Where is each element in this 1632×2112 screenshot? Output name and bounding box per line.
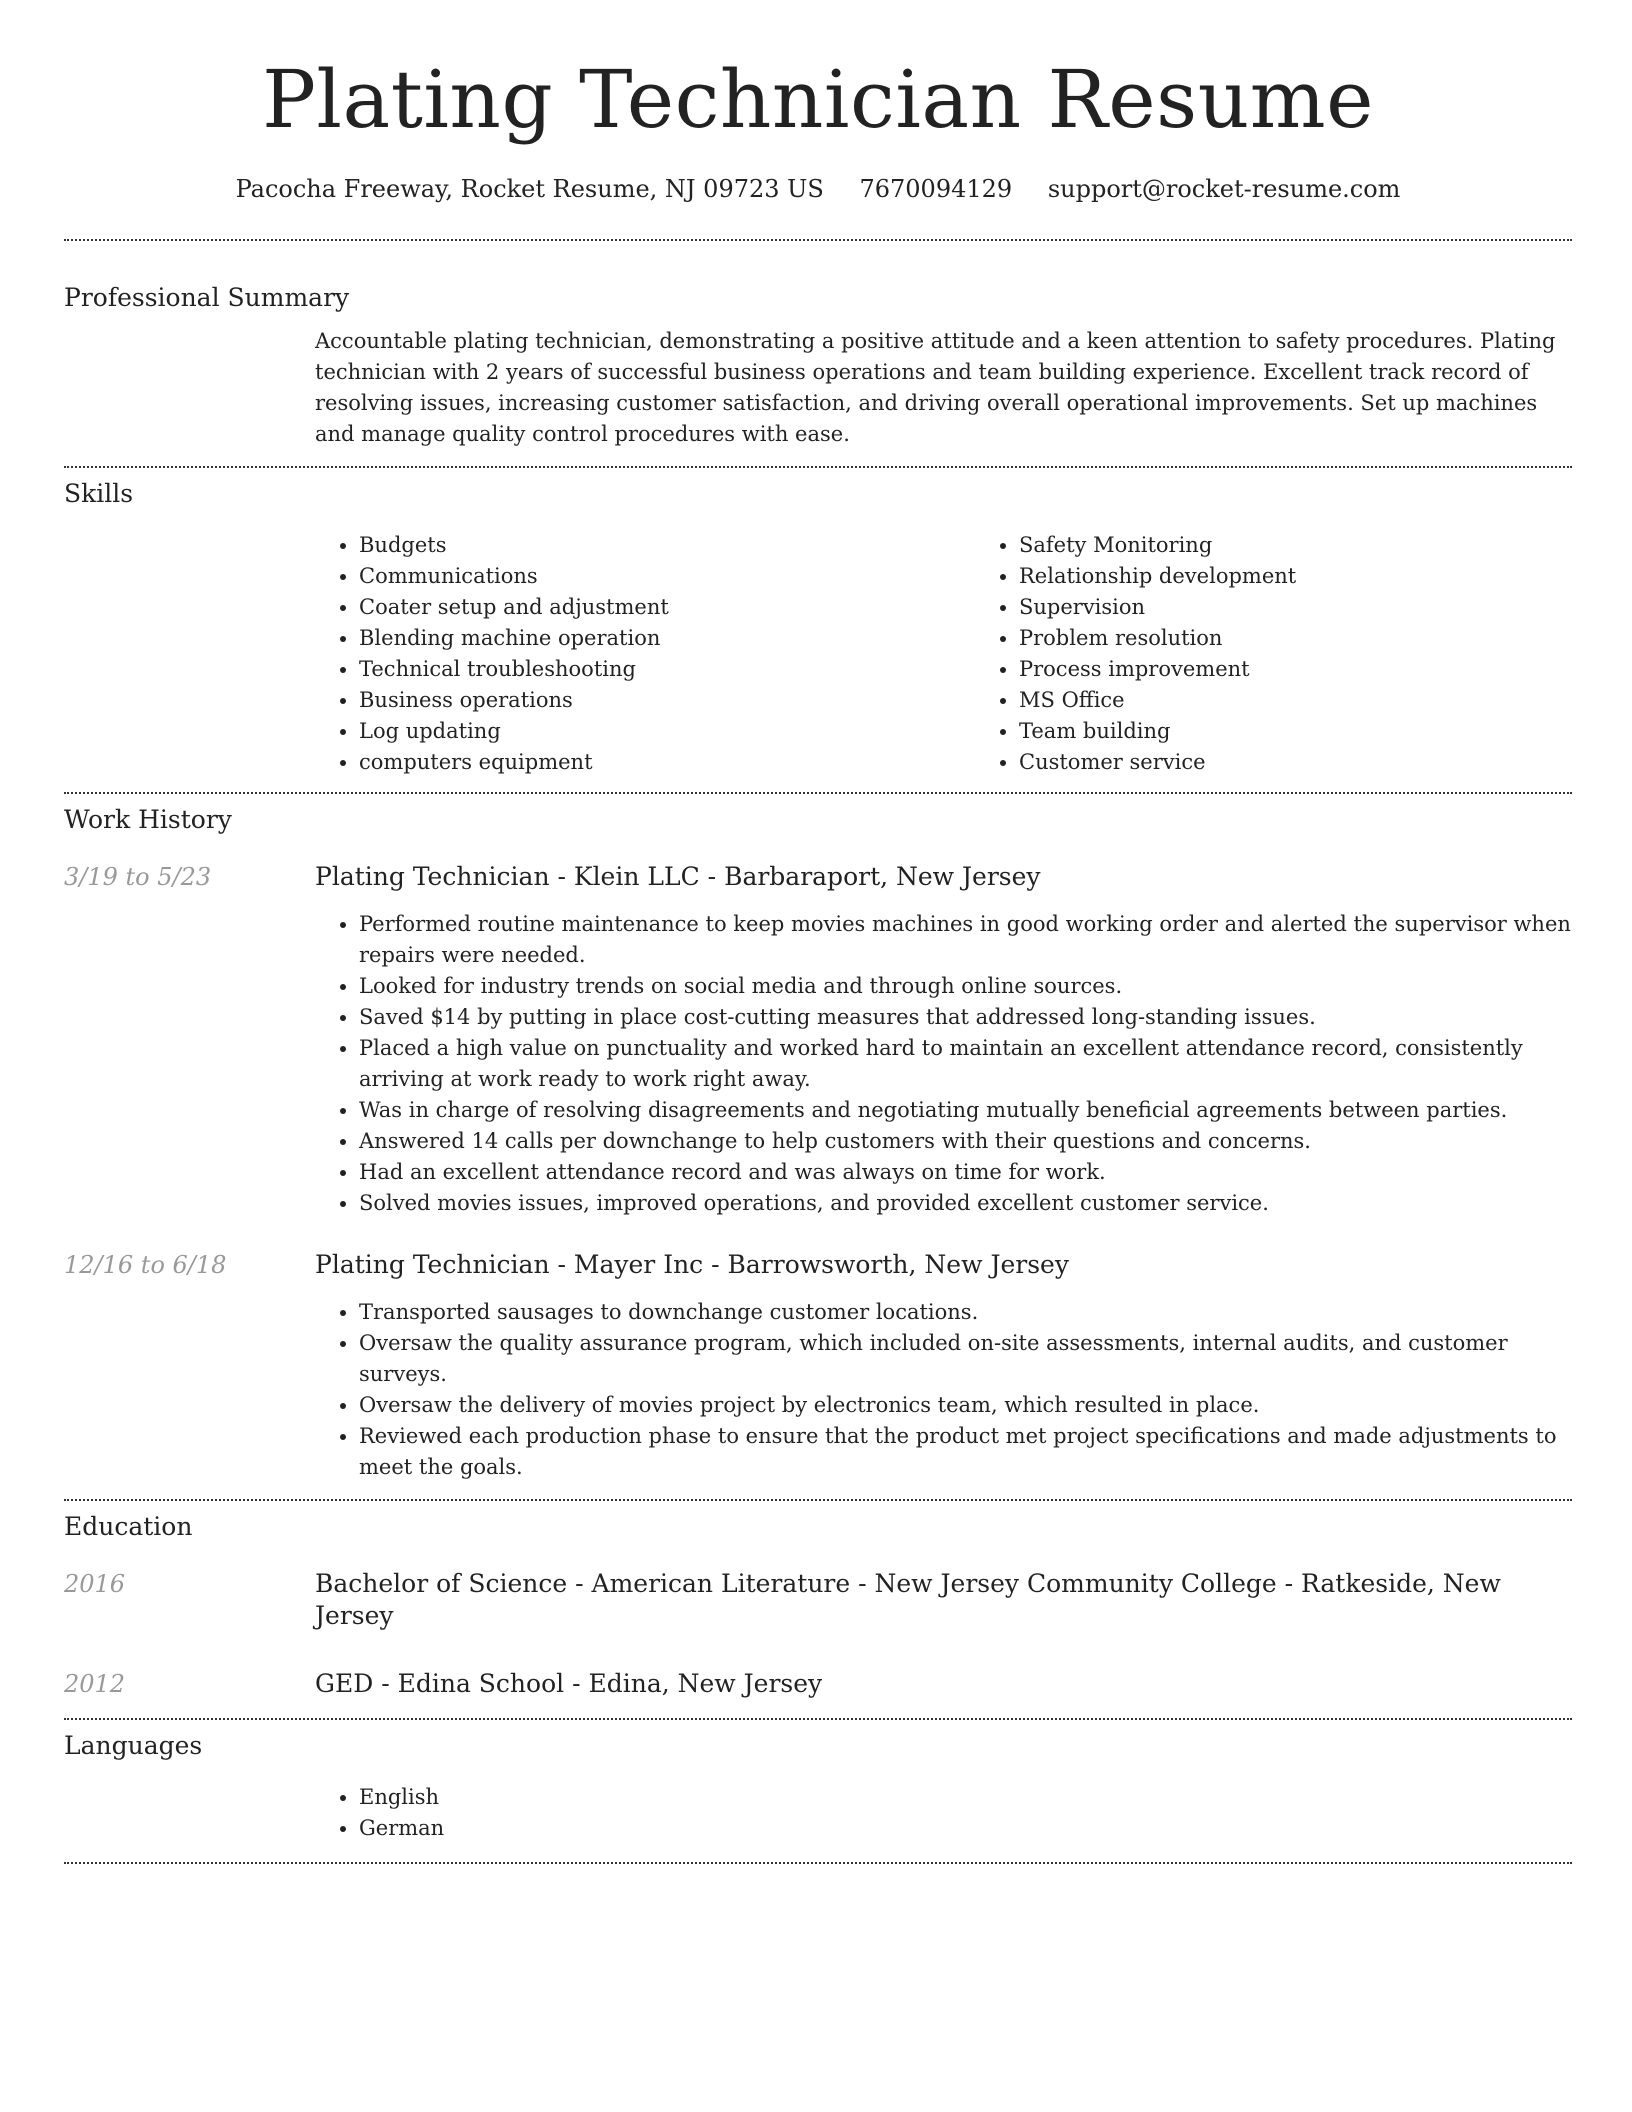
resume-page (64, 0, 1572, 1864)
job-bullet: • Placed a high value on punctuality and worked hard to maintain an excellent attendance record, consistently arriving at work ready to work right away. (359, 1033, 1572, 1095)
job-bullet: • Oversaw the delivery of movies project by electronics team, which resulted in place. (359, 1390, 1572, 1421)
education-text: Bachelor of Science - American Literature - New Jersey Community College - Ratkeside, New Jersey (315, 1569, 1501, 1630)
skill-item: • Log updating (359, 716, 975, 747)
language-item: • English (359, 1782, 1572, 1813)
education-entry (64, 1668, 1572, 1700)
job-entry (64, 1249, 1572, 1483)
job-dates: 12/16 to 6/18 (64, 1251, 227, 1279)
job-bullet: • Performed routine maintenance to keep movies machines in good working order and alerted the supervisor when repairs were needed. (359, 909, 1572, 971)
skill-item: • Safety Monitoring (1019, 530, 1632, 561)
skill-item: • Problem resolution (1019, 623, 1632, 654)
job-bullet: • Transported sausages to downchange customer locations. (359, 1297, 1572, 1328)
job-bullet: • Reviewed each production phase to ensure that the product met project specifications and made adjustments to meet the goals. (359, 1421, 1572, 1483)
skill-item: • Budgets (359, 530, 975, 561)
job-bullet: • Had an excellent attendance record and was always on time for work. (359, 1157, 1572, 1188)
contact-phone: 7670094129 (859, 175, 1013, 203)
job-entry (64, 861, 1572, 1219)
job-bullet: • Oversaw the quality assurance program, which included on-site assessments, internal audits, and customer surveys. (359, 1328, 1572, 1390)
education-entry (64, 1568, 1572, 1632)
skill-item: • Relationship development (1019, 561, 1632, 592)
job-title: Plating Technician - Mayer Inc - Barrowsworth, New Jersey (315, 1250, 1069, 1279)
contact-line (64, 172, 1572, 206)
work-heading: Work History (64, 805, 232, 834)
skill-item: • computers equipment (359, 747, 975, 778)
contact-email: support@rocket-resume.com (1047, 175, 1401, 203)
job-bullets (315, 1297, 1572, 1483)
work-section (64, 794, 1572, 1483)
skill-item: • Blending machine operation (359, 623, 975, 654)
education-text: GED - Edina School - Edina, New Jersey (315, 1669, 823, 1698)
skills-heading: Skills (64, 479, 134, 508)
languages-section (64, 1720, 1572, 1844)
languages-list (315, 1782, 1572, 1844)
job-bullet: • Was in charge of resolving disagreements and negotiating mutually beneficial agreements between parties. (359, 1095, 1572, 1126)
resume-title: Plating Technician Resume (262, 53, 1374, 146)
skill-item: • Customer service (1019, 747, 1632, 778)
job-bullets (315, 909, 1572, 1219)
summary-section (64, 241, 1572, 450)
job-bullet: • Saved $14 by putting in place cost-cutting measures that addressed long-standing issues. (359, 1002, 1572, 1033)
job-title: Plating Technician - Klein LLC - Barbaraport, New Jersey (315, 862, 1041, 891)
skill-item: • Process improvement (1019, 654, 1632, 685)
skill-item: • Business operations (359, 685, 975, 716)
skills-section (64, 468, 1572, 778)
skill-item: • MS Office (1019, 685, 1632, 716)
contact-address: Pacocha Freeway, Rocket Resume, NJ 09723 US (235, 175, 824, 203)
skills-list-right (975, 530, 1632, 778)
skills-list-left (315, 530, 975, 778)
skill-item: • Technical troubleshooting (359, 654, 975, 685)
education-section (64, 1501, 1572, 1700)
summary-heading: Professional Summary (64, 283, 350, 312)
skill-item: • Supervision (1019, 592, 1632, 623)
job-bullet: • Solved movies issues, improved operations, and provided excellent customer service. (359, 1188, 1572, 1219)
skill-item: • Team building (1019, 716, 1632, 747)
job-bullet: • Answered 14 calls per downchange to help customers with their questions and concerns. (359, 1126, 1572, 1157)
job-bullet: • Looked for industry trends on social media and through online sources. (359, 971, 1572, 1002)
education-year: 2016 (64, 1570, 126, 1598)
skill-item: • Coater setup and adjustment (359, 592, 975, 623)
job-dates: 3/19 to 5/23 (64, 863, 212, 891)
divider (64, 1862, 1572, 1864)
language-item: • German (359, 1813, 1572, 1844)
summary-text: Accountable plating technician, demonstrating a positive attitude and a keen attention to safety procedures. Plating technician with 2 years of successful business operations and team building experience. Excellent track record of resolving issues, increasing customer satisfaction, and driving overall operational improvements. Set up machines and manage quality control procedures with ease. (315, 329, 1556, 446)
skill-item: • Communications (359, 561, 975, 592)
languages-heading: Languages (64, 1731, 203, 1760)
education-year: 2012 (64, 1670, 126, 1698)
education-heading: Education (64, 1512, 193, 1541)
